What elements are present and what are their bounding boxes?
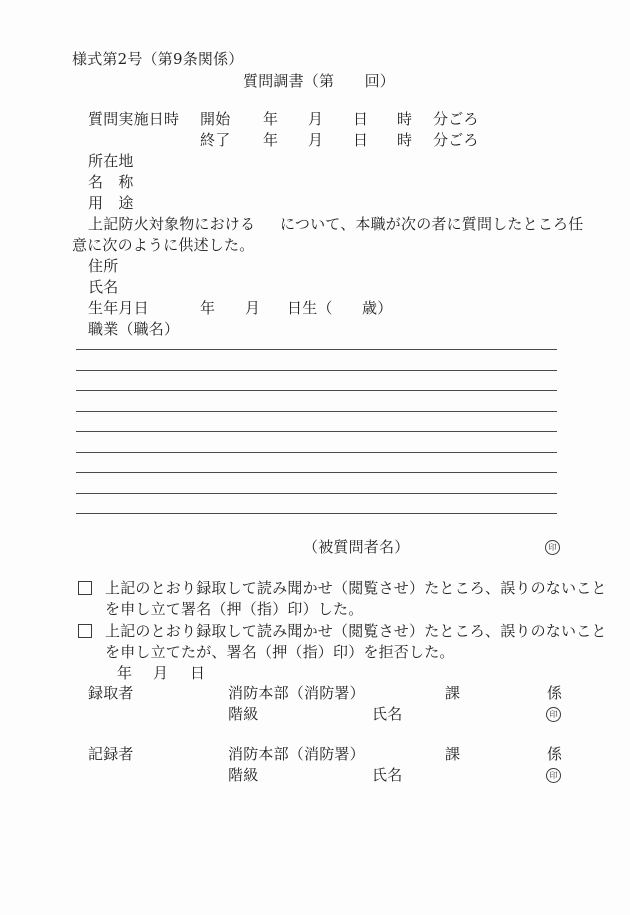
date-year-label: 年 [117, 664, 133, 682]
intro-line1-right: について、本職が次の者に質問したところ任 [280, 215, 584, 233]
property-name-label: 名 称 [88, 173, 134, 191]
statement-line [76, 452, 557, 453]
signer-1-subsection: 係 [547, 684, 563, 702]
intro-line1-left: 上記防火対象物における [88, 215, 256, 233]
end-day-label: 日 [353, 131, 369, 149]
date-month-label: 月 [153, 664, 169, 682]
end-minute-label: 分ごろ [433, 131, 479, 149]
birthdate-label: 生年月日 [88, 299, 149, 317]
start-day-label: 日 [353, 110, 369, 128]
occupation-label: 職業（職名） [88, 320, 180, 338]
birth-year-label: 年 [200, 299, 216, 317]
document-title: 質問調書（第 回） [243, 72, 396, 90]
signer-2-role: 記録者 [88, 745, 134, 763]
signer-1-role: 録取者 [88, 684, 134, 702]
declaration-1-line2: を申し立て署名（押（指）印）した。 [105, 600, 364, 618]
statement-line [76, 390, 557, 391]
seal-character: 印 [549, 770, 558, 780]
respondent-name-label: （被質問者名） [303, 538, 410, 556]
start-minute-label: 分ごろ [433, 110, 479, 128]
declaration-2-line1: 上記のとおり録取して読み聞かせ（閲覧させ）たところ、誤りのないこと [105, 622, 607, 640]
usage-label: 用 途 [88, 194, 134, 212]
statement-line [76, 472, 557, 473]
statement-line [76, 493, 557, 494]
declaration-1-checkbox[interactable] [78, 581, 92, 595]
seal-mark-icon [545, 540, 560, 555]
seal-mark-icon [546, 768, 561, 783]
start-year-label: 年 [263, 110, 279, 128]
signer-2-name-label: 氏名 [372, 766, 403, 784]
statement-line [76, 349, 557, 350]
birth-day-label: 日生（ [287, 299, 333, 317]
signer-1-name-label: 氏名 [372, 705, 403, 723]
form-number-label: 様式第2号（第9条関係） [72, 50, 244, 68]
birth-month-label: 月 [245, 299, 261, 317]
end-month-label: 月 [308, 131, 324, 149]
seal-character: 印 [549, 709, 558, 719]
date-day-label: 日 [190, 664, 206, 682]
location-label: 所在地 [88, 152, 134, 170]
start-hour-label: 時 [397, 110, 413, 128]
declaration-2-line2: を申し立てたが、署名（押（指）印）を拒否した。 [105, 643, 455, 661]
statement-line [76, 411, 557, 412]
signer-2-rank-label: 階級 [228, 766, 259, 784]
signer-1-org: 消防本部（消防署） [228, 684, 365, 702]
intro-line2: 意に次のように供述した。 [72, 236, 255, 254]
signer-1-rank-label: 階級 [228, 705, 259, 723]
signer-1-section: 課 [445, 684, 461, 702]
person-name-label: 氏名 [88, 278, 119, 296]
seal-character: 印 [548, 542, 557, 552]
signer-2-subsection: 係 [547, 745, 563, 763]
start-month-label: 月 [308, 110, 324, 128]
declaration-1-line1: 上記のとおり録取して読み聞かせ（閲覧させ）たところ、誤りのないこと [105, 579, 607, 597]
signer-2-org: 消防本部（消防署） [228, 745, 365, 763]
seal-mark-icon [546, 707, 561, 722]
age-label: 歳） [362, 299, 393, 317]
datetime-label: 質問実施日時 [88, 110, 180, 128]
end-label: 終了 [200, 131, 231, 149]
statement-line [76, 431, 557, 432]
declaration-2-checkbox[interactable] [78, 624, 92, 638]
statement-line [76, 370, 557, 371]
signer-2-section: 課 [445, 745, 461, 763]
end-hour-label: 時 [397, 131, 413, 149]
start-label: 開始 [200, 110, 231, 128]
statement-line [76, 513, 557, 514]
end-year-label: 年 [263, 131, 279, 149]
address-label: 住所 [88, 257, 119, 275]
